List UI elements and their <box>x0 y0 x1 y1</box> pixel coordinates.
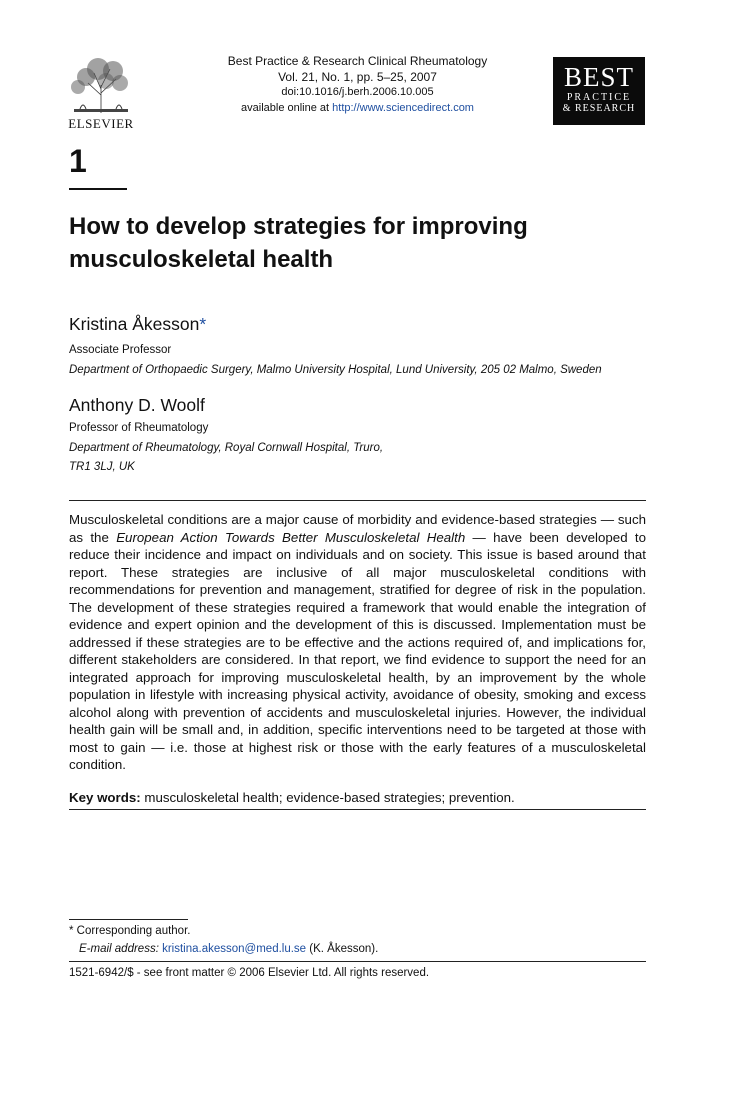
available-prefix: available online at <box>241 101 333 114</box>
sciencedirect-link[interactable]: http://www.sciencedirect.com <box>332 101 474 114</box>
keywords-label: Key words: <box>69 790 141 805</box>
author-role: Professor of Rheumatology <box>69 422 209 434</box>
email-note <box>79 942 378 957</box>
author-affiliation: Department of Orthopaedic Surgery, Malmo University Hospital, Lund University, 205 02 Malmo, Sweden <box>69 364 602 376</box>
journal-name: Best Practice & Research Clinical Rheumatology <box>227 54 488 68</box>
publisher-name: ELSEVIER <box>68 116 134 131</box>
author-affiliation: Department of Rheumatology, Royal Cornwall Hospital, Truro, <box>69 442 384 454</box>
keywords <box>69 789 646 806</box>
abstract <box>69 511 646 774</box>
article-title: How to develop strategies for improving musculoskeletal health <box>69 213 528 273</box>
journal-logo <box>553 57 645 125</box>
author-role: Associate Professor <box>69 344 172 356</box>
chapter-number: 1 <box>69 143 87 179</box>
footnote-rule <box>69 919 188 920</box>
abstract-top-rule <box>69 500 646 501</box>
chapter-divider <box>69 188 127 190</box>
author-name-text: Anthony D. Woolf <box>69 395 205 415</box>
corresponding-author-note: * Corresponding author. <box>69 925 191 937</box>
abstract-text: Musculoskeletal conditions are a major cause of morbidity and evidence-based strategies — such as the <box>69 512 646 545</box>
doi: doi:10.1016/j.berh.2006.10.005 <box>281 86 434 98</box>
author-name <box>69 394 205 416</box>
corresponding-marker[interactable]: * <box>199 314 207 334</box>
copyright-line: 1521-6942/$ - see front matter © 2006 Elsevier Ltd. All rights reserved. <box>69 967 430 979</box>
copyright-rule <box>69 961 646 962</box>
author-affiliation: TR1 3LJ, UK <box>69 461 135 473</box>
abstract-text: — have been developed to reduce their incidence and impact on individuals and on society. This issue is based around that report. These strategies are inclusive of all major musculoskeletal conditions with recommendations for prevention and management, stratified for degree of risk in the population. The development of these strategies required a framework that would enable the integration of evidence and expert opinion and the development of this is discussed. Implementation must be addressed if these strategies are to be effective and the actions required of, and implications for, different stakeholders are considered. In that report, we find evidence to support the need for an integrated approach for improving musculoskeletal health, by an improvement by the whole population in lifestyle with increasing physical activity, avoidance of obesity, smoking and excess alcohol along with prevention of accidents and musculoskeletal injuries. However, the individual health gain will be small and, in addition, specific interventions need to be targeted at those with most to gain — i.e. those at highest risk or those with the early features of a musculoskeletal condition. <box>69 529 647 772</box>
journal-logo-line2: PRACTICE <box>566 92 632 103</box>
journal-logo-line1: BEST <box>563 62 634 92</box>
abstract-bottom-rule <box>69 809 646 810</box>
tree-icon <box>66 55 136 115</box>
journal-citation <box>200 54 515 116</box>
availability-line <box>200 101 515 117</box>
email-label: E-mail address: <box>79 943 159 955</box>
keywords-text: musculoskeletal health; evidence-based strategies; prevention. <box>140 790 515 805</box>
volume-info: Vol. 21, No. 1, pp. 5–25, 2007 <box>278 69 437 84</box>
author-name <box>69 313 206 335</box>
author-name-text: Kristina Åkesson <box>69 314 200 334</box>
email-link[interactable]: kristina.akesson@med.lu.se <box>162 943 307 955</box>
abstract-italic-title: European Action Towards Better Musculoskeletal Health <box>116 529 466 545</box>
journal-logo-line3: & RESEARCH <box>562 103 636 114</box>
email-suffix: (K. Åkesson). <box>306 943 379 955</box>
